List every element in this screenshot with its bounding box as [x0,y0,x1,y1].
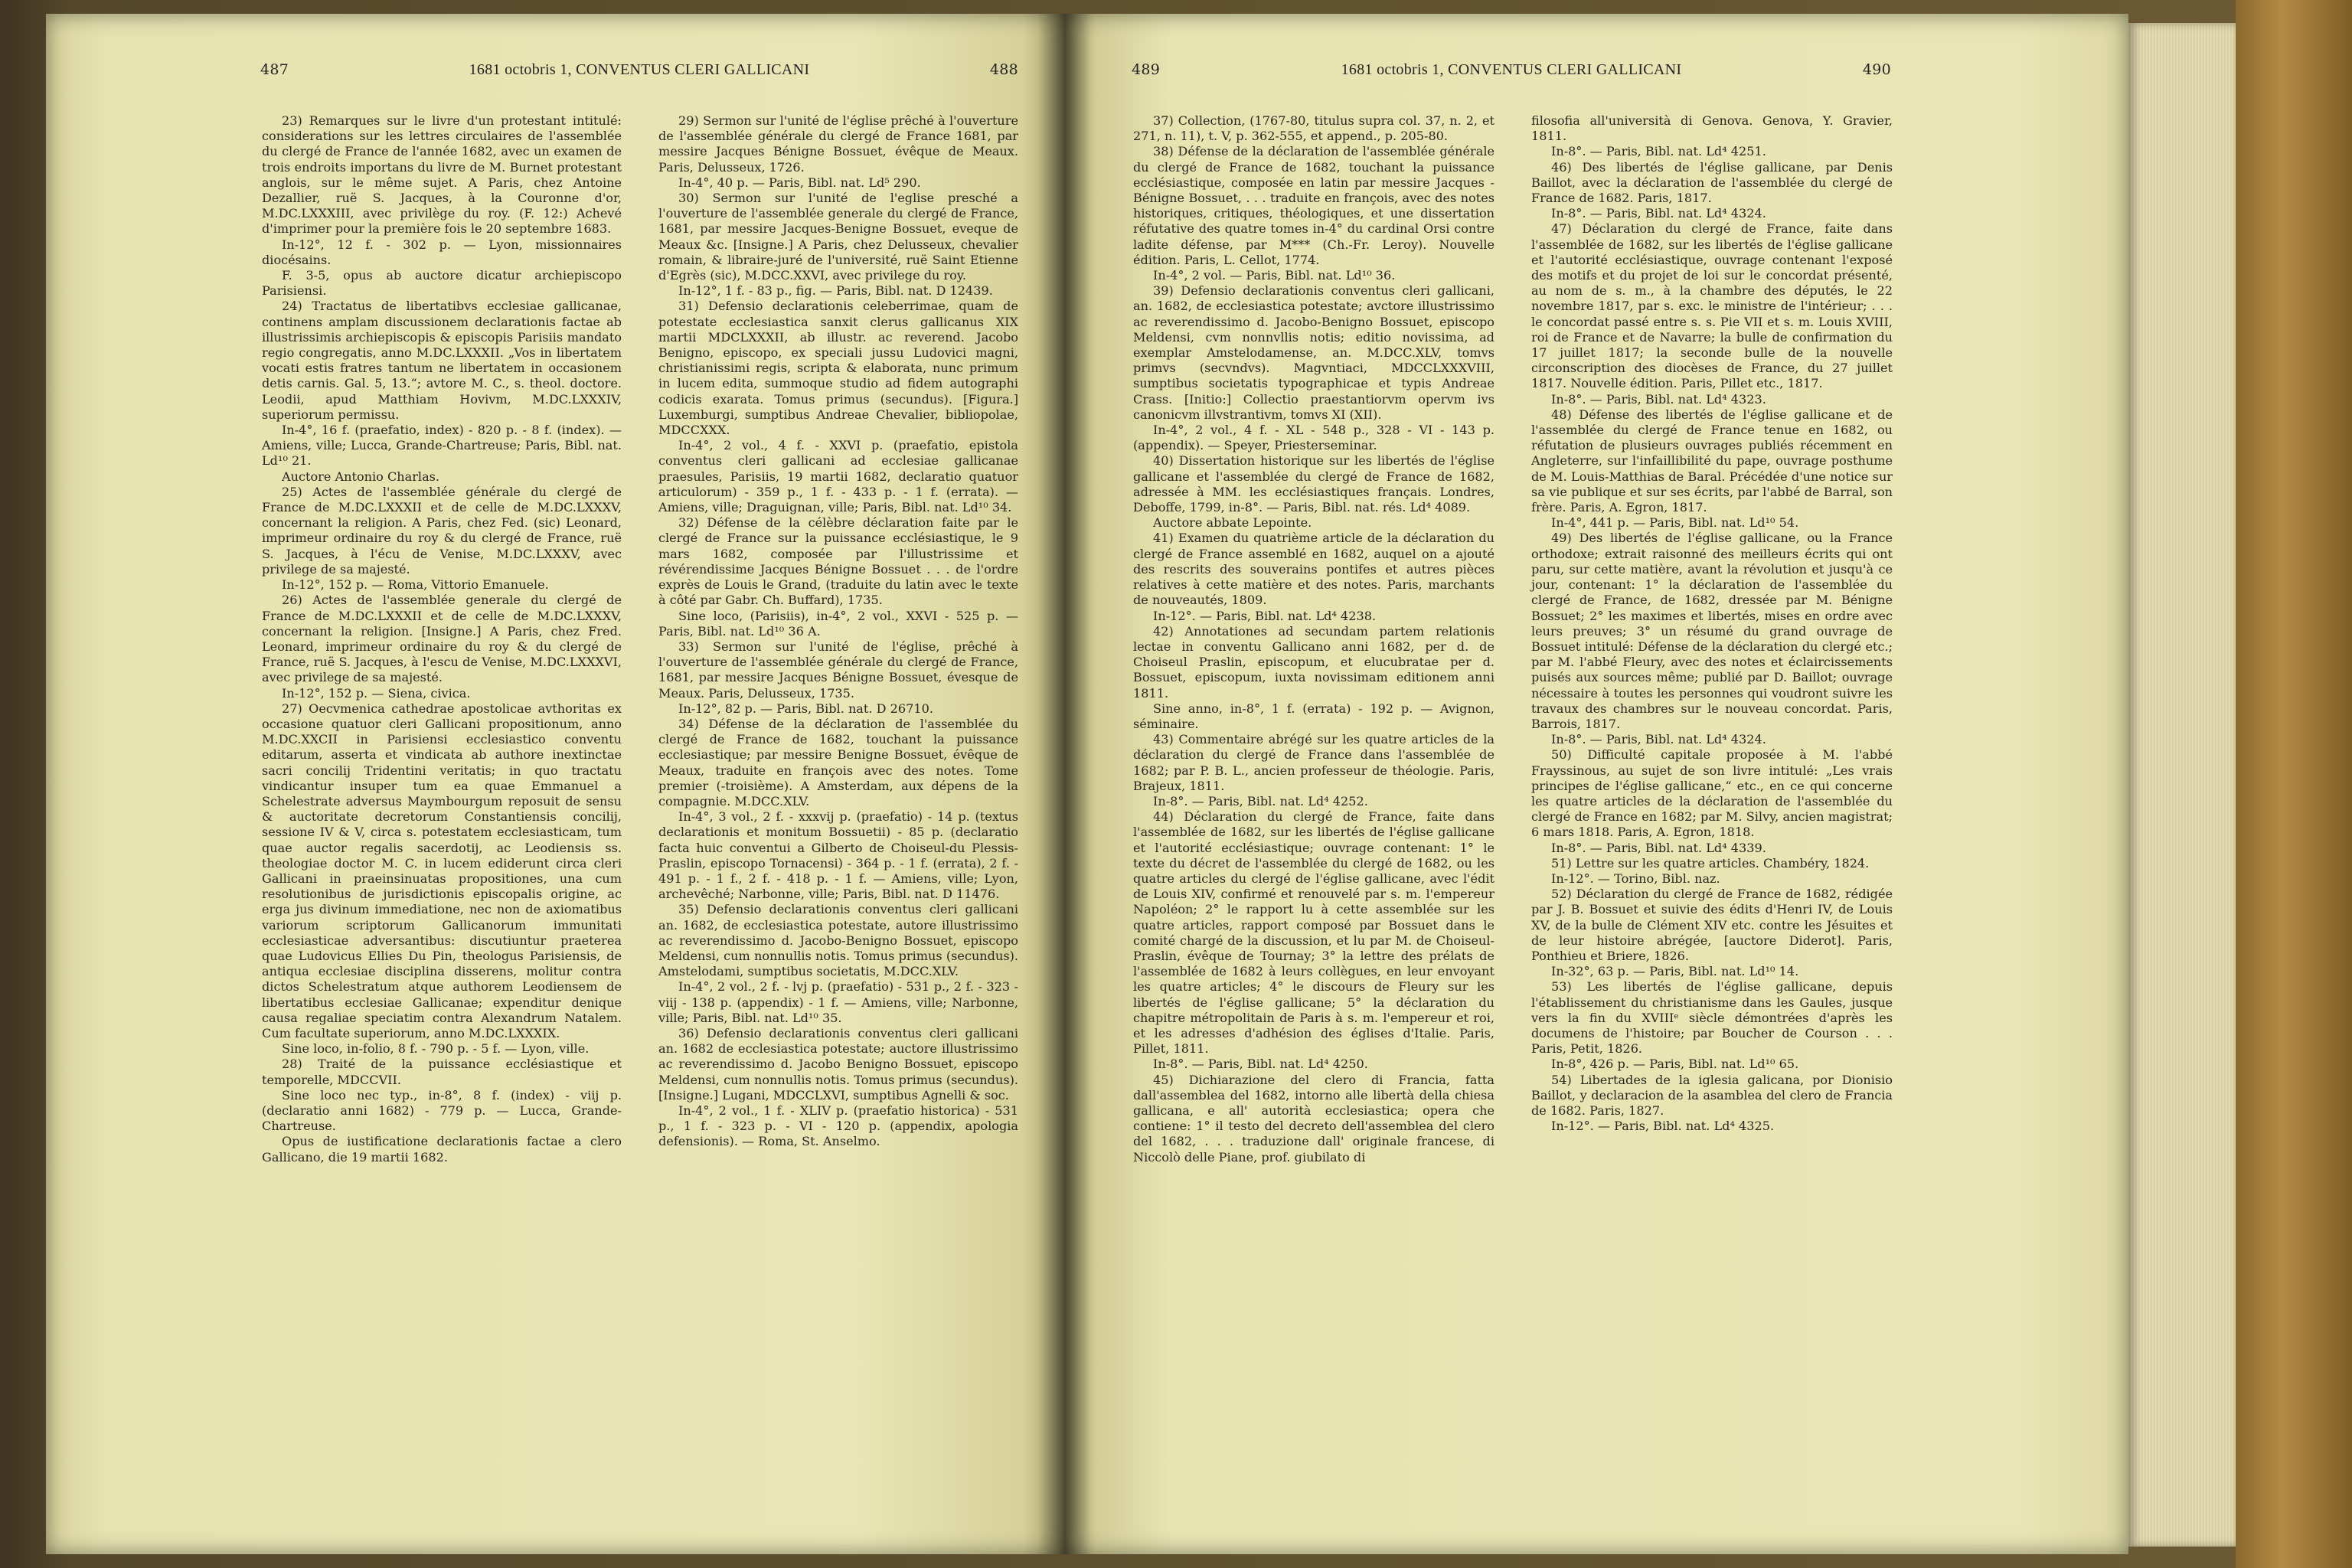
entry-paragraph: In-4°, 2 vol., 4 f. - XXVI p. (praefatio, epistola conventus cleri gallicani ad ecclesiae gallicanae praesules, Parisiis, 19 martii 1682, declaratio quatuor articulorum) - 359 p., 1 f. - 433 p. - 1 f. (errata). — Amiens, ville; Draguignan, ville; Paris, Bibl. nat. Ld¹⁰ 34. [658,438,1018,515]
entry-paragraph: Auctore Antonio Charlas. [282,469,440,484]
column-487 [262,113,622,1165]
entry-paragraph: In-4°, 16 f. (praefatio, index) - 820 p. - 8 f. (index). — Amiens, ville; Lucca, Grande-Chartreuse; Paris, Bibl. nat. Ld¹⁰ 21. [262,423,622,469]
entry-paragraph: In-4°, 2 vol., 1 f. - XLIV p. (praefatio historica) - 531 p., 1 f. - 323 p. - VI - 120 p. (appendix, apologia defensionis). — Roma, St. Anselmo. [658,1103,1018,1149]
entries-column-488 [658,113,1018,1150]
right-page-header [1132,61,1891,89]
entry-paragraph: 37) Collection, (1767-80, titulus supra col. 37, n. 2, et 271, n. 11), t. V, p. 362-555, et append., p. 205-80. [1133,113,1494,144]
entry-paragraph: In-8°. — Paris, Bibl. nat. Ld⁴ 4323. [1551,391,1766,407]
entry-paragraph: In-12°, 82 p. — Paris, Bibl. nat. D 26710. [678,701,933,716]
entry-paragraph: 28) Traité de la puissance ecclésiastique et temporelle, MDCCVII. [262,1057,622,1087]
entry-paragraph: In-4°, 441 p. — Paris, Bibl. nat. Ld¹⁰ 54. [1551,515,1799,531]
entry-paragraph: 24) Tractatus de libertatibvs ecclesiae gallicanae, continens amplam discussionem declarationis factae ab illustrissimis archiepiscopis & episcopis Parisiis mandato regio congregatis, anno M.DC.LXXXII. „Vos in libertatem vocati estis fratres tantum ne libertatem in occasionem detis carnis. Gal. 5, 13.“; avtore M. C., s. theol. doctore. Leodii, apud Matthiam Hovivm, M.DC.LXXXIV, superiorum permissu. [262,299,622,422]
entry-paragraph: 53) Les libertés de l'église gallicane, depuis l'établissement du christianisme dans les Gaules, jusque vers la fin du XVIIIᵉ siècle démontrées d'après les documens de l'histoire; par Boucher de Courson . . . Paris, Petit, 1826. [1531,979,1893,1057]
entry-paragraph: In-8°. — Paris, Bibl. nat. Ld⁴ 4339. [1551,840,1766,855]
left-page-header [260,61,1018,89]
entry-paragraph: 40) Dissertation historique sur les libertés de l'église gallicane et l'assemblée du clergé de France de 1682, adressée à MM. les ecclésiastiques français. Londres, Deboffe, 1799, in-8°. — Paris, Bibl. nat. rés. Ld⁴ 4089. [1133,453,1494,515]
entry-paragraph: 33) Sermon sur l'unité de l'église, prêché à l'ouverture de l'assemblée générale du clergé de France, 1681, par messire Jacques Bénigne Bossuet, évesque de Meaux. Paris, Delusseux, 1735. [658,639,1018,701]
entry-paragraph: 43) Commentaire abrégé sur les quatre articles de la déclaration du clergé de France dans l'assemblée de 1682; par P. B. L., ancien professeur de théologie. Paris, Brajeux, 1811. [1133,732,1494,793]
entry-paragraph: In-4°, 2 vol. — Paris, Bibl. nat. Ld¹⁰ 36. [1153,268,1396,283]
entry-paragraph: Sine loco, in-folio, 8 f. - 790 p. - 5 f. — Lyon, ville. [282,1041,590,1057]
entry-paragraph: 50) Difficulté capitale proposée à M. l'abbé Frayssinous, au sujet de son livre intitulé: „Les vrais principes de l'église gallicane,“ etc., en ce qui concerne les quatre articles de la déclaration de l'assemblée du clergé de France en 1682; par M. Silvy, ancien magistrat; 6 mars 1818. Paris, A. Egron, 1818. [1531,747,1893,840]
book-cover-edge [2236,0,2352,1568]
entry-paragraph: 29) Sermon sur l'unité de l'église prêché à l'ouverture de l'assemblée générale du clergé de France 1681, par messire Jacques Bénigne Bossuet, évêque de Meaux. Paris, Delusseux, 1726. [658,113,1018,175]
entry-paragraph: In-12°. — Paris, Bibl. nat. Ld⁴ 4325. [1551,1119,1775,1134]
running-title: 1681 octobris 1, CONVENTUS CLERI GALLICANI [1341,61,1682,78]
entry-paragraph: 30) Sermon sur l'unité de l'eglise presché a l'ouverture de l'assemblée generale du clergé de France, 1681, par messire Jacques-Benigne Bossuet, eveque de Meaux &c. [Insigne.] A Paris, chez Delusseux, chevalier romain, & libraire-juré de l'université, ruë Saint Etienne d'Egrès (sic), M.DCC.XXVI, avec privilege du roy. [658,191,1018,283]
entry-paragraph: 27) Oecvmenica cathedrae apostolicae avthoritas ex occasione quatuor cleri Gallicani propositionum, anno M.DC.XXCII in Parisiensi ecclesiastico conventu editarum, asserta et vindicata ab authore inextinctae sacri concilij Tridentini veritatis; in quo tractatu vindicantur insuper tum ea quae Emmanuel a Schelestrate adversus Maymbourgum reposuit de sensu & auctoritate decretorum Constantiensis concilij, sessione IV & V, circa s. potestatem ecclesiasticam, tum quae auctor regalis sacerdotij, ac Leodiensis ss. theologiae doctor M. C. in lucem ediderunt circa cleri Gallicani in praeinsinuatas propositiones, una cum resolutionibus de jurisdictionis episcopalis origine, ac erga jus divinum immediatione, nec non de axiomatibus variorum scriptorum Gallicanorum immunitati ecclesiasticae adversantibus: discutiuntur praeterea quae Ludovicus Ellies Du Pin, theologus Parisiensis, de antiqua ecclesiae disciplina disserens, molitur contra dictos Schelestratum atque authorem Leodiensem de libertatibus ecclesiae Gallicanae; expenditur denique causa regaliae speciatim contra Alexandrum Natalem. Cum facultate superiorum, anno M.DC.LXXXIX. [262,701,622,1040]
entry-paragraph: 48) Défense des libertés de l'église gallicane et de l'assemblée du clergé de France tenue en 1682, ou réfutation de plusieurs ouvrages publiés récemment en Angleterre, sur l'infaillibilité du pape, ouvrage posthume de M. Louis-Matthias de Baral. Précédée d'une notice sur sa vie publique et sur ses écrits, par l'abbé de Barral, son frère. Paris, A. Egron, 1817. [1531,407,1893,515]
running-title: 1681 octobris 1, CONVENTUS CLERI GALLICANI [469,61,810,78]
page-number-490: 490 [1862,61,1891,78]
column-488 [658,113,1018,1165]
page-stack-edge [2128,23,2236,1547]
entry-paragraph: In-12°, 152 p. — Roma, Vittorio Emanuele. [282,577,549,593]
page-number-487: 487 [260,61,289,78]
entry-paragraph: 32) Défense de la célèbre déclaration faite par le clergé de France sur la puissance ecclésiastique, le 9 mars 1682, composée par l'illustrissime et révérendissime Jacques Bénigne Bossuet . . . de l'ordre exprès de Louis le Grand, (traduite du latin avec le texte à côté par Gabr. Ch. Buffard), 1735. [658,515,1018,608]
entry-paragraph: In-8°, 426 p. — Paris, Bibl. nat. Ld¹⁰ 65. [1551,1057,1799,1072]
entries-column-487 [262,113,622,1165]
left-page [46,14,1064,1554]
entries-column-490 [1531,113,1893,1134]
left-page-columns [262,113,1018,1165]
entry-paragraph: 41) Examen du quatrième article de la déclaration du clergé de France assemblé en 1682, auquel on a ajouté des rescrits des souverains pontifes et autres pièces relatives à cette matière et des notes. Paris, marchants de nouveautés, 1809. [1133,531,1494,608]
entry-paragraph: Sine anno, in-8°, 1 f. (errata) - 192 p. — Avignon, séminaire. [1133,701,1494,731]
right-page [1064,14,2128,1554]
entry-paragraph: In-4°, 2 vol., 4 f. - XL - 548 p., 328 - VI - 143 p. (appendix). — Speyer, Priesterseminar. [1133,423,1494,453]
entry-paragraph: F. 3-5, opus ab auctore dicatur archiepiscopo Parisiensi. [262,268,622,299]
entry-paragraph: 39) Defensio declarationis conventus cleri gallicani, an. 1682, de ecclesiastica potestate; avctore illustrissimo ac reverendissimo d. Jacobo-Benigno Bossuet, episcopo Meldensi, cvm nonnvllis notis; editio novissima, ad exemplar Amstelodamense, an. M.DCC.XLV, tomvs primvs (secvndvs). Magvntiaci, MDCCLXXXVIII, sumptibus societatis typographicae et typis Andreae Crass. [Initio:] Collectio praestantiorvm opervm ivs canonicvm illvstrantivm, tomvs XI (XII). [1133,283,1494,422]
entry-paragraph: 54) Libertades de la iglesia galicana, por Dionisio Baillot, y declaracion de la asamblea del clero de Francia de 1682. Paris, 1827. [1531,1072,1893,1118]
entry-paragraph: In-12°, 1 f. - 83 p., fig. — Paris, Bibl. nat. D 12439. [678,283,993,299]
entry-paragraph: In-8°. — Paris, Bibl. nat. Ld⁴ 4251. [1551,144,1766,159]
entry-paragraph: 52) Déclaration du clergé de France de 1682, rédigée par J. B. Bossuet et suivie des édits d'Henri IV, de Louis XV, de la bulle de Clément XIV etc. contre les Jésuites et de leur histoire abrégée, [auctore Diderot]. Paris, Ponthieu et Briere, 1826. [1531,887,1893,963]
entry-paragraph: 46) Des libertés de l'église gallicane, par Denis Baillot, avec la déclaration de l'assemblée du clergé de France de 1682. Paris, 1817. [1531,159,1893,206]
entry-paragraph: In-8°. — Paris, Bibl. nat. Ld⁴ 4250. [1153,1057,1368,1072]
entry-paragraph: 35) Defensio declarationis conventus cleri gallicani an. 1682, de ecclesiastica potestate, autore illustrissimo ac reverendissimo d. Jacobo-Benigno Bossuet, episcopo Meldensi, cum nonnullis notis. Tomus primus (secundus). Amstelodami, sumptibus societatis, M.DCC.XLV. [658,902,1018,979]
entry-paragraph: In-8°. — Paris, Bibl. nat. Ld⁴ 4324. [1551,206,1766,221]
entry-paragraph: 47) Déclaration du clergé de France, faite dans l'assemblée de 1682, sur les libertés de l'église gallicane et l'autorité ecclésiastique, ouvrage contenant l'exposé des motifs et du projet de loi sur le concordat présenté, au nom de s. m., à la chambre des députés, le 22 novembre 1817, par s. exc. le ministre de l'intérieur; . . . le concordat passé entre s. s. Pie VII et s. m. Louis XVIII, roi de France et de Navarre; la bulle de confirmation du 17 juillet 1817; la seconde bulle de la nouvelle circonscription des diocèses de France, du 27 juillet 1817. Nouvelle édition. Paris, Pillet etc., 1817. [1531,221,1893,391]
page-number-488: 488 [989,61,1018,78]
entry-paragraph: Opus de iustificatione declarationis factae a clero Gallicano, die 19 martii 1682. [262,1134,622,1165]
entry-paragraph: Sine loco, (Parisiis), in-4°, 2 vol., XXVI - 525 p. — Paris, Bibl. nat. Ld¹⁰ 36 A. [658,608,1018,639]
entry-paragraph: In-12°. — Paris, Bibl. nat. Ld⁴ 4238. [1153,608,1377,623]
entry-paragraph: In-12°, 12 f. - 302 p. — Lyon, missionnaires diocésains. [262,237,622,267]
entry-paragraph: In-12°, 152 p. — Siena, civica. [282,685,471,701]
entry-paragraph: Sine loco nec typ., in-8°, 8 f. (index) - viij p. (declaratio anni 1682) - 779 p. — Lucca, Grande-Chartreuse. [262,1087,622,1134]
entry-paragraph: 44) Déclaration du clergé de France, faite dans l'assemblée de 1682, sur les libertés de l'église gallicane et l'autorité ecclésiastique; ouvrage contenant: 1° le texte du décret de l'assemblée du clergé de 1682, ou les quatre articles du clergé de l'église gallicane, avec l'édit de Louis XIV, confirmé et renouvelé par s. m. l'empereur Napoléon; 2° le rapport lu à cette assemblée sur les quatre articles, rapport composé par Bossuet dans le comité chargé de la discussion, et lu par M. de Choiseul-Praslin, évêque de Tournay; 3° la lettre des prélats de l'assemblée de 1682 à leurs collègues, en leur envoyant les quatre articles; 4° le discours de Fleury sur les libertés de l'église gallicane; 5° la déclaration du chapitre métropolitain de Paris à s. m. l'empereur et roi, et les adresses d'adhésion des églises d'Italie. Paris, Pillet, 1811. [1133,809,1494,1057]
entry-paragraph: 38) Défense de la déclaration de l'assemblée générale du clergé de France de 1682, touchant la puissance ecclésiastique, composée en latin par messire Jacques - Bénigne Bossuet, . . . traduite en françois, avec des notes historiques, critiques, théologiques, et une dissertation réfutative des quatre tomes in-4° du cardinal Orsi contre ladite défense, par M*** (Ch.-Fr. Leroy). Nouvelle édition. Paris, L. Cellot, 1774. [1133,144,1494,267]
entry-paragraph: 31) Defensio declarationis celeberrimae, quam de potestate ecclesiastica sanxit clerus gallicanus XIX martii MDCLXXXII, ab illustr. ac reverend. Jacobo Benigno, episcopo, ex speciali jussu Ludovici magni, christianissimi regis, scripta & elaborata, nunc primum in lucem edita, summoque studio ad fidem autographi codicis exarata. Tomus primus (secundus). [Figura.] Luxemburgi, sumptibus Andreae Chevalier, bibliopolae, MDCCXXX. [658,299,1018,438]
right-page-columns [1133,113,1893,1165]
entry-paragraph: In-32°, 63 p. — Paris, Bibl. nat. Ld¹⁰ 14. [1551,964,1799,979]
entry-paragraph: In-8°. — Paris, Bibl. nat. Ld⁴ 4324. [1551,732,1766,747]
entry-paragraph: In-4°, 3 vol., 2 f. - xxxvij p. (praefatio) - 14 p. (textus declarationis et monitum Bossuetii) - 85 p. (declaratio facta huic conventui a Gilberto de Choiseul-du Plessis-Praslin, episcopo Tornacensi) - 364 p. - 1 f. (errata), 2 f. - 491 p. - 1 f., 2 f. - 418 p. - 1 f. — Amiens, ville; Lyon, archevêché; Narbonne, ville; Paris, Bibl. nat. D 11476. [658,809,1018,902]
entry-paragraph: 25) Actes de l'assemblée générale du clergé de France de M.DC.LXXXII et de celle de M.DC.LXXXV, concernant la religion. A Paris, chez Fed. (sic) Leonard, imprimeur ordinaire du roy & du clergé de France, ruë S. Jacques, à l'écu de Venise, M.DC.LXXXV, avec privilege de sa majesté. [262,484,622,577]
entry-paragraph: 26) Actes de l'assemblée generale du clergé de France de M.DC.LXXXII et de celle de M.DC.LXXXV, concernant la religion. [Insigne.] A Paris, chez Fred. Leonard, imprimeur ordinaire du roy & du clergé de France, ruë S. Jacques, à l'escu de Venise, M.DC.LXXXVI, avec privilege de sa majesté. [262,593,622,685]
entry-paragraph: 49) Des libertés de l'église gallicane, ou la France orthodoxe; extrait raisonné des meilleurs écrits qui ont paru, sur cette matière, avant la révolution et jusqu'à ce jour, contenant: 1° la déclaration de l'assemblée du clergé de France, de 1682, dressée par M. Bénigne Bossuet; 2° les maximes et libertés, mises en ordre avec leurs preuves; 3° un résumé du grand ouvrage de Bossuet intitulé: Défense de la déclaration du clergé etc.; par M. l'abbé Fleury, avec des notes et éclaircissements puisés aux sources même; publié par D. Baillot; ouvrage nécessaire à toutes les personnes qui voudront suivre les travaux des chambres sur le nouveau concordat. Paris, Barrois, 1817. [1531,531,1893,731]
entry-paragraph: 42) Annotationes ad secundam partem relationis lectae in conventu Gallicano anni 1682, per d. de Choiseul Praslin, episcopum, et elucubratae per d. Bossuet, episcopum, iuxta novissimam editionem anni 1811. [1133,623,1494,701]
page-number-489: 489 [1132,61,1161,78]
entry-paragraph: Auctore abbate Lepointe. [1153,515,1312,531]
entry-paragraph: In-8°. — Paris, Bibl. nat. Ld⁴ 4252. [1153,793,1368,808]
entry-paragraph: 51) Lettre sur les quatre articles. Chambéry, 1824. [1551,855,1870,871]
entry-paragraph: In-4°, 40 p. — Paris, Bibl. nat. Ld⁵ 290. [678,175,921,190]
column-490 [1531,113,1893,1165]
entries-column-489 [1133,113,1494,1165]
column-489 [1133,113,1494,1165]
entry-paragraph: 34) Défense de la déclaration de l'assemblée du clergé de France de 1682, touchant la puissance ecclesiastique; par messire Benigne Bossuet, évêque de Meaux, traduite en françois avec des notes. Tome premier (-troisième). A Amsterdam, aux dépens de la compagnie. M.DCC.XLV. [658,716,1018,808]
entry-paragraph: In-4°, 2 vol., 2 f. - lvj p. (praefatio) - 531 p., 2 f. - 323 - viij - 138 p. (appendix) - 1 f. — Amiens, ville; Narbonne, ville; Paris, Bibl. nat. Ld¹⁰ 35. [658,979,1018,1025]
entry-paragraph: filosofia all'università di Genova. Genova, Y. Gravier, 1811. [1531,113,1893,144]
entry-paragraph: 23) Remarques sur le livre d'un protestant intitulé: considerations sur les lettres circulaires de l'assemblée du clergé de France de l'année 1682, avec un examen de trois endroits importans du livre de M. Burnet protestant anglois, sur le même sujet. A Paris, chez Antoine Dezallier, ruë S. Jacques, à la Couronne d'or, M.DC.LXXXIII, avec privilège du roy. (F. 12:) Achevé d'imprimer pour la première fois le 20 septembre 1683. [262,113,622,237]
entry-paragraph: In-12°. — Torino, Bibl. naz. [1551,871,1720,886]
entry-paragraph: 36) Defensio declarationis conventus cleri gallicani an. 1682 de ecclesiastica potestate; auctore illustrissimo ac reverendissimo d. Jacobo Benigno Bossuet, episcopo Meldensi, cum nonnullis notis. Tomus primus (secundus). [Insigne.] Lugani, MDCCLXVI, sumptibus Agnelli & soc. [658,1025,1018,1102]
entry-paragraph: 45) Dichiarazione del clero di Francia, fatta dall'assemblea del 1682, intorno alle libertà della chiesa gallicana, e all' autorità ecclesiastica; opera che contiene: 1° il testo del decreto dell'assemblea del clero del 1682, . . . traduzione dall' originale francese, di Niccolò delle Piane, prof. giubilato di [1133,1072,1494,1165]
